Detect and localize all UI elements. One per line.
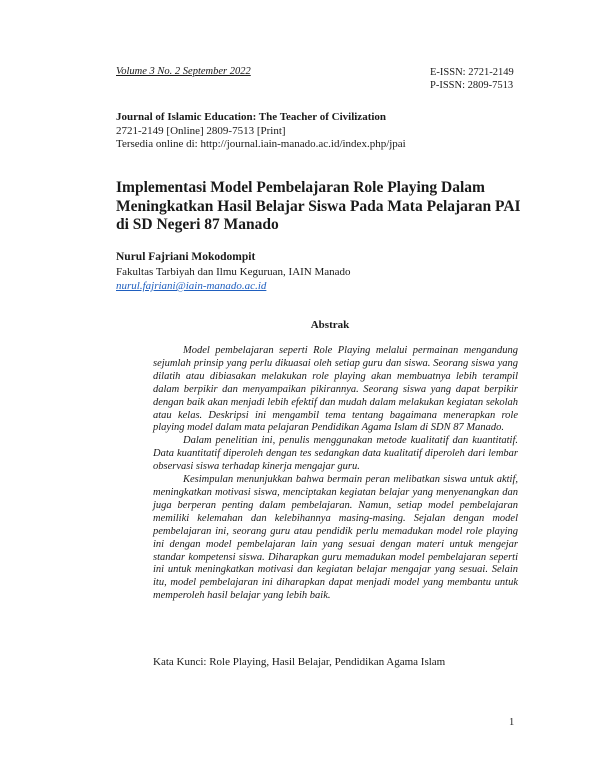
volume-info: Volume 3 No. 2 September 2022: [116, 66, 251, 77]
journal-name: Journal of Islamic Education: The Teacher of Civilization: [116, 111, 387, 123]
article-title: Implementasi Model Pembelajaran Role Playing Dalam Meningkatkan Hasil Belajar Siswa Pada Mata Pelajaran PAI di SD Negeri 87 Manado: [116, 179, 521, 233]
journal-online: Tersedia online di: http://journal.iain-manado.ac.id/index.php/jpai: [116, 138, 406, 150]
abstract-paragraph: Dalam penelitian ini, penulis menggunakan metode kualitatif dan kuantitatif. Data kuantitatif diperoleh dengan tes sedangkan data kualitatif diperoleh dari lembar observasi siswa terhadap kinerja mengajar guru.: [153, 435, 518, 473]
author-affiliation: Fakultas Tarbiyah dan Ilmu Keguruan, IAIN Manado: [116, 266, 351, 278]
eissn: E-ISSN: 2721-2149: [430, 67, 514, 78]
abstract-paragraph: Model pembelajaran seperti Role Playing melalui permainan mengandung sejumlah prinsip yang perlu dikuasai oleh setiap guru dan siswa. Seorang siswa yang dilatih atau dibiasakan melakukan role playing akan membuatnya lebih terampil dalam berpikir dan menyampaikan pikirannya. Seorang siswa yang dapat berpikir dengan baik akan menjadi lebih efektif dan mudah dalam melakukan kegiatan sekolah atau kelas. Deskripsi ini mengambil tema tentang bagaimana menerapkan role playing model dalam mata pelajaran Pendidikan Agama Islam di SDN 87 Manado.: [153, 345, 518, 434]
pissn: P-ISSN: 2809-7513: [430, 80, 514, 91]
page-number: 1: [509, 717, 515, 728]
journal-info: [116, 111, 536, 152]
author-name: Nurul Fajriani Mokodompit: [116, 251, 256, 263]
keywords: Kata Kunci: Role Playing, Hasil Belajar, Pendidikan Agama Islam: [153, 656, 446, 668]
abstract-paragraph: Kesimpulan menunjukkan bahwa bermain peran melibatkan siswa untuk aktif, meningkatkan motivasi siswa, menciptakan kegiatan belajar yang menyenangkan dan juga berperan penting dalam pembelajaran. Namun, setiap model pembelajaran memiliki kelemahan dan kelebihannya masing-masing. Sejalan dengan model pembelajaran ini, seorang guru atau pendidik perlu memadukan model role playing ini dengan model pembelajaran lain yang sesuai dengan materi untuk mengejar standar kompetensi siswa. Diharapkan guru memadukan model pembelajaran seperti ini untuk meningkatkan motivasi dan kegiatan belajar mengajar yang sesuai. Selain itu, model pembelajaran ini diharapkan dapat menjadi model yang membantu untuk memperoleh hasil belajar yang lebih baik.: [153, 474, 518, 602]
abstract-body: [153, 345, 518, 603]
journal-issn: 2721-2149 [Online] 2809-7513 [Print]: [116, 124, 286, 137]
abstract-heading: Abstrak: [310, 319, 350, 331]
author-email-link[interactable]: nurul.fajriani@iain-manado.ac.id: [116, 280, 267, 292]
issn-info: [430, 66, 514, 92]
